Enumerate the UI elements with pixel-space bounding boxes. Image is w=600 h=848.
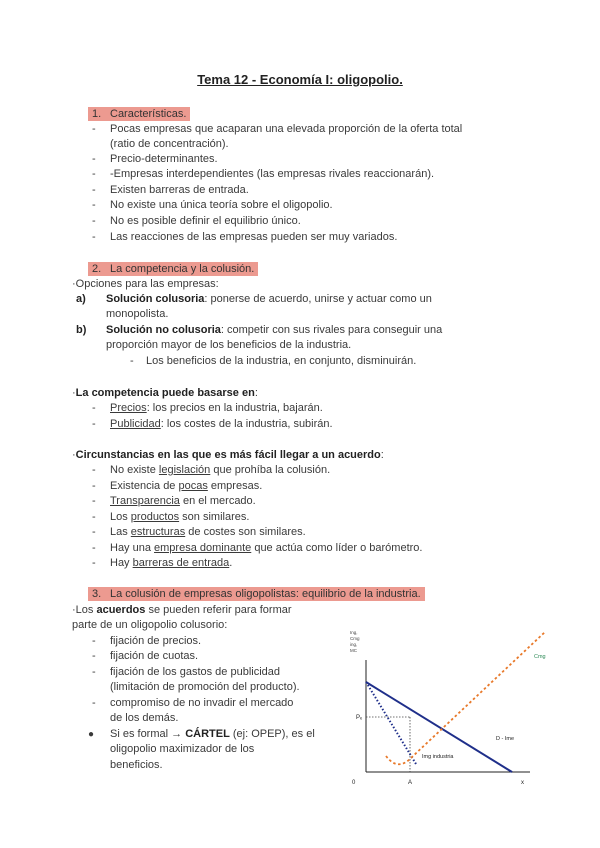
page-title: Tema 12 - Economía I: oligopolio.: [197, 72, 403, 87]
origin-label: 0: [352, 780, 356, 786]
x-axis-label: x: [521, 780, 524, 786]
section-heading-competencia: [88, 262, 258, 276]
section-heading-caracteristicas: [88, 107, 190, 121]
y-axis-label: ing,: [350, 642, 358, 647]
marginal-revenue-curve: [366, 682, 416, 764]
y-axis-label: MC: [350, 648, 357, 653]
cartel-continuation: beneficios.: [110, 759, 163, 771]
y-axis-label: Cmg: [350, 636, 360, 641]
option-b-continuation: proporción mayor de los beneficios de la industria.: [106, 339, 352, 351]
agreements-intro: ·Los acuerdos se pueden referir para formar: [72, 604, 292, 616]
circumstances-heading: ·Circunstancias en las que es más fácil llegar a un acuerdo:: [72, 449, 384, 461]
list-item-continuation: de los demás.: [110, 712, 179, 724]
demand-label: D - Ime: [496, 736, 515, 742]
section-number: 3.: [92, 588, 102, 600]
options-intro: ·Opciones para las empresas:: [72, 278, 219, 290]
quantity-label: A: [408, 780, 413, 786]
list-item-continuation: (limitación de promoción del producto).: [110, 681, 300, 693]
marginal-revenue-label: Img industria: [422, 754, 454, 760]
price-label: Pₑ: [356, 715, 363, 721]
section-number: 1.: [92, 108, 102, 120]
cmg-label: Cmg: [534, 654, 546, 660]
option-a-continuation: monopolista.: [106, 308, 169, 320]
oligopoly-equilibrium-graph: [340, 622, 560, 802]
section-title: La competencia y la colusión.: [110, 263, 255, 275]
section-title: La colusión de empresas oligopolistas: equilibrio de la industria.: [110, 588, 421, 600]
list-item-continuation: (ratio de concentración).: [110, 138, 229, 150]
agreements-intro-continuation: parte de un oligopolio colusorio:: [72, 619, 228, 631]
section-title: Características.: [110, 108, 187, 120]
y-axis-label: Ing,: [350, 630, 358, 635]
y-axis-labels: [350, 630, 360, 653]
cartel-continuation: oligopolio maximizador de los: [110, 743, 255, 755]
section-heading-colusion: [88, 587, 425, 601]
section-number: 2.: [92, 263, 102, 275]
competition-heading: ·La competencia puede basarse en:: [72, 387, 258, 399]
